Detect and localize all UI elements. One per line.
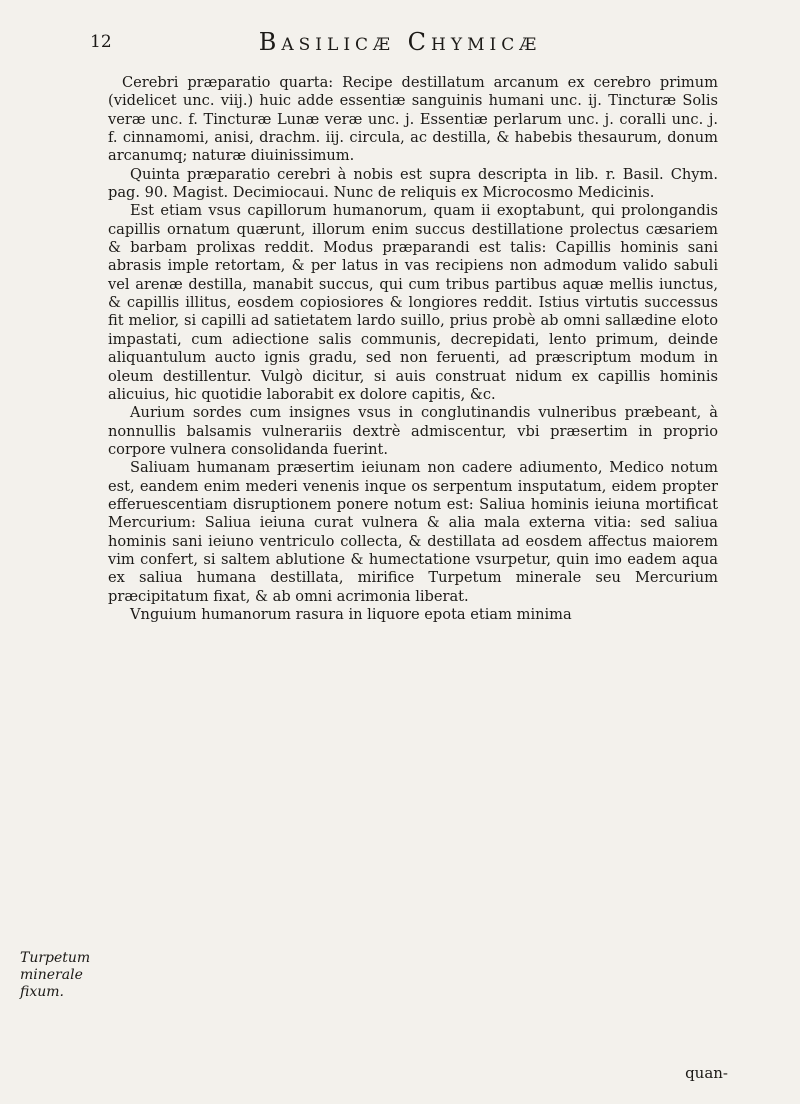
paragraph-capilli: Est etiam vsus capillorum humanorum, quam ii exoptabunt, qui prolongandis capillis ornatum quærunt, illorum enim succus destillatione prolectus cæsariem & barbam prolixas reddit. Modus præparandi est talis: Capillis hominis sani abrasis imple retortam, & per latus in vas recipiens non admodum valido sabuli vel arenæ destilla, manabit succus, qui cum tribus partibus aquæ mellis iunctus, & capillis illitus, eosdem copiosiores & longiores reddit. Istius virtutis successus fit melior, si capilli ad satietatem lardo suillo, prius probè ab omni sallædine eloto impastati, cum adiectione salis communis, decrepidati, lento primum, deinde aliquantulum aucto ignis gradu, sed non feruenti, ad præscriptum modum in oleum destillentur. Vulgò dicitur, si auis construat nidum ex capillis hominis alicuius, hic quotidie laborabit ex dolore capitis, &c. [108, 202, 718, 403]
paragraph-saliua: Saliuam humanam præsertim ieiunam non cadere adiumento, Medico notum est, eandem enim mederi venenis inque os serpentum insputatum, eidem propter efferuescentiam disruptionem ponere notum est: Saliua hominis ieiuna mortificat Mercurium: Saliua ieiuna curat vulnera & alia mala externa vitia: sed saliua hominis sani ieiuno ventriculo collecta, & destillata ad eosdem affectus maiorem vim confert, si saltem ablutione & humectatione vsurpetur, quin imo eadem aqua ex saliua humana destillata, mirifice Turpetum minerale seu Mercurium præcipitatum fixat, & ab omni acrimonia liberat. [108, 459, 718, 605]
margin-note: Turpetum minerale fixum. [20, 950, 91, 1000]
paragraph-cerebri-quarta: Cerebri præparatio quarta: Recipe destillatum arcanum ex cerebro primum (videlicet unc. viij.) huic adde essentiæ sanguinis humani unc. ij. Tincturæ Solis veræ unc. f. Tincturæ Lunæ veræ unc. j. Essentiæ perlarum unc. j. coralli unc. j. f. cinnamomi, anisi, drachm. iij. circula, ac destilla, & habebis thesaurum, donum arcanumq; naturæ diuinissimum. [108, 74, 718, 165]
paragraph-vnguium: Vnguium humanorum rasura in liquore epota etiam minima [130, 605, 572, 623]
paragraph-aurium-sordes: Aurium sordes cum insignes vsus in conglutinandis vulneribus præbeant, à nonnullis balsamis vulnerariis dextrè admiscentur, vbi præsertim in proprio corpore vulnera consolidanda fuerint. [108, 404, 718, 458]
body-text [108, 74, 718, 624]
page-number: 12 [90, 32, 112, 52]
page-header [0, 28, 800, 58]
catchword: quan- [685, 1064, 728, 1082]
paragraph-cerebri-quinta: Quinta præparatio cerebri à nobis est supra descripta in lib. r. Basil. Chym. pag. 90. Magist. Decimiocaui. Nunc de reliquis ex Microcosmo Medicinis. [108, 165, 718, 202]
running-head: Basilicæ Chymicæ [258, 28, 542, 56]
